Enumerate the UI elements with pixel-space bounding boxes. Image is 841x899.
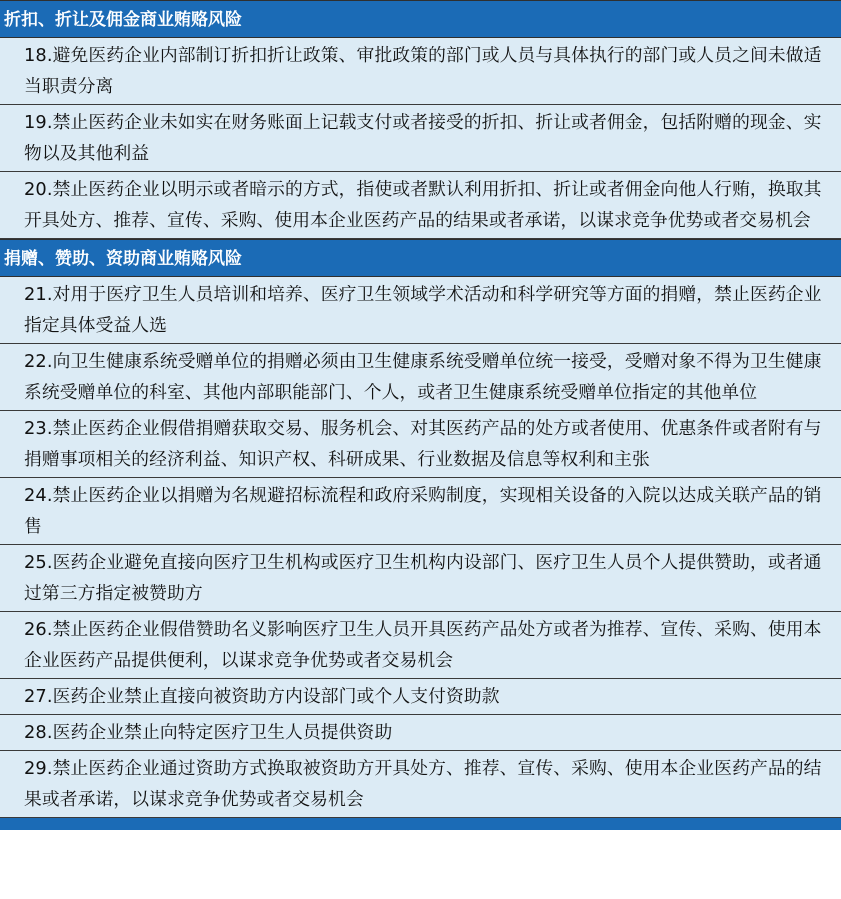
list-item: 20.禁止医药企业以明示或者暗示的方式，指使或者默认利用折扣、折让或者佣金向他人行贿，换取其开具处方、推荐、宣传、采购、使用本企业医药产品的结果或者承诺，以谋求竞争优势或者交易机会 <box>0 172 841 239</box>
list-item: 25.医药企业避免直接向医疗卫生机构或医疗卫生机构内设部门、医疗卫生人员个人提供赞助，或者通过第三方指定被赞助方 <box>0 545 841 612</box>
list-item: 21.对用于医疗卫生人员培训和培养、医疗卫生领域学术活动和科学研究等方面的捐赠，禁止医药企业指定具体受益人选 <box>0 277 841 344</box>
list-item: 26.禁止医药企业假借赞助名义影响医疗卫生人员开具医药产品处方或者为推荐、宣传、采购、使用本企业医药产品提供便利，以谋求竞争优势或者交易机会 <box>0 612 841 679</box>
list-item: 28.医药企业禁止向特定医疗卫生人员提供资助 <box>0 715 841 751</box>
list-item: 19.禁止医药企业未如实在财务账面上记载支付或者接受的折扣、折让或者佣金，包括附赠的现金、实物以及其他利益 <box>0 105 841 172</box>
list-item: 23.禁止医药企业假借捐赠获取交易、服务机会、对其医药产品的处方或者使用、优惠条件或者附有与捐赠事项相关的经济利益、知识产权、科研成果、行业数据及信息等权利和主张 <box>0 411 841 478</box>
list-item: 29.禁止医药企业通过资助方式换取被资助方开具处方、推荐、宣传、采购、使用本企业医药产品的结果或者承诺，以谋求竞争优势或者交易机会 <box>0 751 841 818</box>
section-header-donation-risk: 捐赠、赞助、资助商业贿赂风险 <box>0 239 841 277</box>
section-header-continued <box>0 818 841 830</box>
list-item: 24.禁止医药企业以捐赠为名规避招标流程和政府采购制度，实现相关设备的入院以达成关联产品的销售 <box>0 478 841 545</box>
list-item: 18.避免医药企业内部制订折扣折让政策、审批政策的部门或人员与具体执行的部门或人员之间未做适当职责分离 <box>0 38 841 105</box>
list-item: 27.医药企业禁止直接向被资助方内设部门或个人支付资助款 <box>0 679 841 715</box>
section-header-discount-risk: 折扣、折让及佣金商业贿赂风险 <box>0 0 841 38</box>
list-item: 22.向卫生健康系统受赠单位的捐赠必须由卫生健康系统受赠单位统一接受，受赠对象不得为卫生健康系统受赠单位的科室、其他内部职能部门、个人，或者卫生健康系统受赠单位指定的其他单位 <box>0 344 841 411</box>
